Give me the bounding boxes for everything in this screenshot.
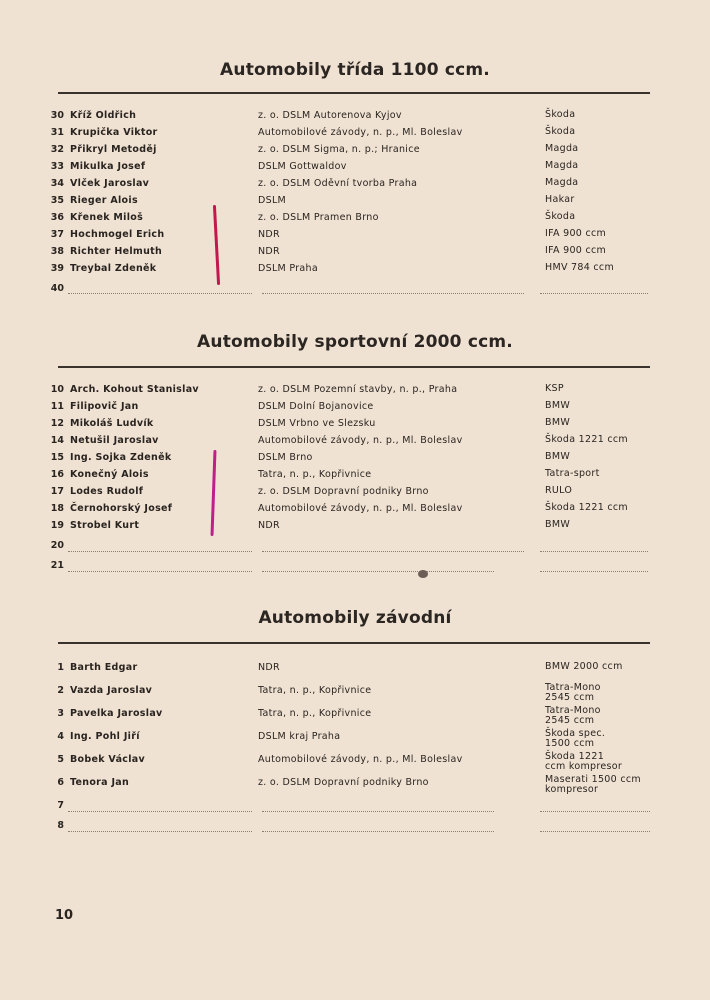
entry-number: 17 — [50, 486, 64, 497]
entry-driver: Netušil Jaroslav — [70, 435, 159, 446]
entry-number: 19 — [50, 520, 64, 531]
entry-driver: Křenek Miloš — [70, 212, 144, 223]
entry-number: 35 — [50, 195, 64, 206]
entry-driver: Bobek Václav — [70, 754, 145, 765]
entry-driver: Richter Helmuth — [70, 246, 163, 257]
table-row — [0, 212, 710, 229]
entry-number: 39 — [50, 263, 64, 274]
blank-line — [540, 551, 648, 552]
entry-driver: Přikryl Metoděj — [70, 144, 157, 155]
entry-number: 21 — [50, 560, 64, 571]
table-row — [0, 178, 710, 195]
table-row-blank — [0, 283, 710, 300]
entry-car: BMW — [545, 417, 571, 428]
blank-line — [68, 831, 252, 832]
entry-car: Magda — [545, 160, 579, 171]
entry-car: Maserati 1500 ccm kompresor — [545, 774, 641, 795]
table-row-blank — [0, 540, 710, 557]
entry-number: 30 — [50, 110, 64, 121]
table-row — [0, 229, 710, 246]
table-row — [0, 263, 710, 280]
table-row — [0, 161, 710, 178]
blank-line — [540, 293, 648, 294]
entry-number: 6 — [57, 777, 64, 788]
entry-driver: Rieger Alois — [70, 195, 138, 206]
entry-driver: Filipovič Jan — [70, 401, 139, 412]
entry-driver: Vazda Jaroslav — [70, 685, 153, 696]
entry-club: DSLM Gottwaldov — [258, 161, 347, 172]
table-row — [0, 452, 710, 469]
entry-number: 33 — [50, 161, 64, 172]
table-row-blank — [0, 800, 710, 817]
entry-driver: Mikulka Josef — [70, 161, 146, 172]
table-row-blank — [0, 820, 710, 837]
table-row — [0, 401, 710, 418]
table-row — [0, 486, 710, 503]
table-row — [0, 520, 710, 537]
entry-club: Automobilové závody, n. p., Ml. Boleslav — [258, 754, 463, 765]
table-row — [0, 384, 710, 401]
entry-club: z. o. DSLM Oděvní tvorba Praha — [258, 178, 418, 189]
entry-driver: Lodes Rudolf — [70, 486, 144, 497]
entry-number: 5 — [57, 754, 64, 765]
blank-line — [262, 551, 524, 552]
entry-driver: Hochmogel Erich — [70, 229, 165, 240]
blank-line — [540, 831, 650, 832]
section-title-racing: Automobily závodní — [258, 608, 452, 628]
entry-number: 12 — [50, 418, 64, 429]
entry-number: 15 — [50, 452, 64, 463]
entry-driver: Barth Edgar — [70, 662, 138, 673]
entry-driver: Ing. Sojka Zdeněk — [70, 452, 172, 463]
ink-blot — [418, 570, 428, 578]
entry-club: z. o. DSLM Sigma, n. p.; Hranice — [258, 144, 420, 155]
entry-car: BMW — [545, 451, 571, 462]
entry-driver: Pavelka Jaroslav — [70, 708, 163, 719]
entry-driver: Treybal Zdeněk — [70, 263, 157, 274]
entry-car: IFA 900 ccm — [545, 245, 607, 256]
blank-line — [68, 293, 252, 294]
entry-car: KSP — [545, 383, 564, 394]
entry-car: Tatra-sport — [545, 468, 600, 479]
entry-driver: Ing. Pohl Jiří — [70, 731, 140, 742]
table-row — [0, 662, 710, 679]
entry-number: 36 — [50, 212, 64, 223]
blank-line — [262, 831, 494, 832]
entry-car: Škoda spec. 1500 ccm — [545, 728, 606, 749]
section-title-sport: Automobily sportovní 2000 ccm. — [197, 332, 513, 352]
entry-driver: Arch. Kohout Stanislav — [70, 384, 199, 395]
table-row — [0, 435, 710, 452]
section-rule — [58, 642, 650, 644]
entry-club: DSLM kraj Praha — [258, 731, 341, 742]
entry-car: Magda — [545, 177, 579, 188]
entry-club: Tatra, n. p., Kopřivnice — [258, 685, 372, 696]
entry-number: 20 — [50, 540, 64, 551]
entry-driver: Krupička Viktor — [70, 127, 158, 138]
entry-club: DSLM — [258, 195, 287, 206]
section-rule — [58, 92, 650, 94]
entry-number: 1 — [57, 662, 64, 673]
entry-club: z. o. DSLM Dopravní podniky Brno — [258, 777, 429, 788]
entry-number: 34 — [50, 178, 64, 189]
entry-driver: Vlček Jaroslav — [70, 178, 150, 189]
entry-club: NDR — [258, 662, 280, 673]
table-row — [0, 195, 710, 212]
entry-number: 4 — [57, 731, 64, 742]
entry-car: HMV 784 ccm — [545, 262, 615, 273]
entry-car: RULO — [545, 485, 573, 496]
table-row — [0, 503, 710, 520]
entry-club: Tatra, n. p., Kopřivnice — [258, 469, 372, 480]
entry-number: 32 — [50, 144, 64, 155]
entry-car: Škoda — [545, 109, 576, 120]
entry-club: Automobilové závody, n. p., Ml. Boleslav — [258, 503, 463, 514]
table-row-blank — [0, 560, 710, 577]
blank-line — [68, 551, 252, 552]
entry-club: z. o. DSLM Pramen Brno — [258, 212, 379, 223]
entry-driver: Strobel Kurt — [70, 520, 140, 531]
entry-club: DSLM Praha — [258, 263, 318, 274]
entry-driver: Černohorský Josef — [70, 503, 173, 514]
table-row — [0, 144, 710, 161]
entry-number: 7 — [57, 800, 64, 811]
entry-driver: Kříž Oldřich — [70, 110, 137, 121]
entry-driver: Tenora Jan — [70, 777, 130, 788]
entry-club: Tatra, n. p., Kopřivnice — [258, 708, 372, 719]
table-row — [0, 110, 710, 127]
entry-car: BMW — [545, 519, 571, 530]
entry-number: 38 — [50, 246, 64, 257]
entry-car: Hakar — [545, 194, 575, 205]
blank-line — [262, 571, 494, 572]
entry-club: NDR — [258, 246, 280, 257]
entry-number: 16 — [50, 469, 64, 480]
entry-car: BMW 2000 ccm — [545, 661, 623, 672]
table-row — [0, 246, 710, 263]
entry-car: Tatra-Mono 2545 ccm — [545, 705, 601, 726]
blank-line — [540, 811, 650, 812]
entry-car: BMW — [545, 400, 571, 411]
entry-club: z. o. DSLM Autorenova Kyjov — [258, 110, 402, 121]
entry-number: 11 — [50, 401, 64, 412]
entry-driver: Mikoláš Ludvík — [70, 418, 154, 429]
blank-line — [262, 293, 524, 294]
entry-club: z. o. DSLM Dopravní podniky Brno — [258, 486, 429, 497]
entry-car: Škoda 1221 ccm — [545, 502, 628, 513]
entry-car: Škoda — [545, 126, 576, 137]
entry-car: IFA 900 ccm — [545, 228, 607, 239]
entry-club: DSLM Brno — [258, 452, 313, 463]
entry-club: DSLM Dolní Bojanovice — [258, 401, 374, 412]
entry-club: NDR — [258, 520, 280, 531]
entry-number: 3 — [57, 708, 64, 719]
table-row — [0, 682, 710, 703]
entry-car: Škoda 1221 ccm — [545, 434, 628, 445]
entry-number: 2 — [57, 685, 64, 696]
table-row — [0, 728, 710, 749]
entry-club: DSLM Vrbno ve Slezsku — [258, 418, 376, 429]
entry-number: 10 — [50, 384, 64, 395]
table-row — [0, 774, 710, 795]
table-row — [0, 705, 710, 726]
entry-car: Magda — [545, 143, 579, 154]
entry-club: z. o. DSLM Pozemní stavby, n. p., Praha — [258, 384, 458, 395]
table-row — [0, 127, 710, 144]
entry-number: 40 — [50, 283, 64, 294]
entry-club: NDR — [258, 229, 280, 240]
page-number: 10 — [55, 908, 74, 923]
entry-car: Tatra-Mono 2545 ccm — [545, 682, 601, 703]
entry-number: 31 — [50, 127, 64, 138]
entry-club: Automobilové závody, n. p., Ml. Boleslav — [258, 435, 463, 446]
section-rule — [58, 366, 650, 368]
blank-line — [68, 571, 252, 572]
entry-number: 37 — [50, 229, 64, 240]
section-title-1100: Automobily třída 1100 ccm. — [220, 60, 490, 80]
entry-number: 18 — [50, 503, 64, 514]
entry-car: Škoda 1221 ccm kompresor — [545, 751, 623, 772]
blank-line — [262, 811, 494, 812]
blank-line — [68, 811, 252, 812]
table-row — [0, 418, 710, 435]
entry-driver: Konečný Alois — [70, 469, 149, 480]
table-row — [0, 751, 710, 772]
entry-car: Škoda — [545, 211, 576, 222]
blank-line — [540, 571, 648, 572]
entry-number: 14 — [50, 435, 64, 446]
entry-club: Automobilové závody, n. p., Ml. Boleslav — [258, 127, 463, 138]
table-row — [0, 469, 710, 486]
entry-number: 8 — [57, 820, 64, 831]
